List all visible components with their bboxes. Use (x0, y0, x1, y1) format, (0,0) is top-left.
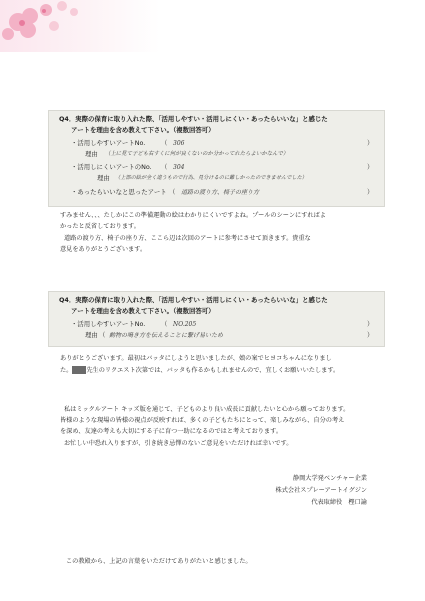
question-line-2: アートを理由を含め教えて下さい。（複数回答可） (71, 126, 215, 134)
signature-organization: 静岡大学発ベンチャー企業 (292, 475, 367, 482)
easy-reason-label: 理由 (85, 150, 98, 158)
signature-representative: 代表取締役 樫口諭 (311, 499, 367, 506)
message-line-3: を深め、友達の考えも大切にする子に育つ一助になるのではと考えております。 (60, 428, 283, 435)
easy-art-label: ・活用しやすいアートNo. (71, 320, 146, 328)
easy-reason-value: （上に見て子ども右すくに何が良くないのか分かってれたらよいかなんで） (105, 151, 289, 157)
footer-note: この教殿から、上記の言葉をいただけてありがたいと感じました。 (66, 558, 252, 565)
hard-reason-value: （上部の絵が全く違うもので行為、見分けるのに難しかったのできませんでした） (115, 175, 307, 181)
wish-art-label: ・あったらいいなと思ったアート (71, 188, 167, 196)
reply-1-line-3: 道路の渡り方、椅子の座り方、ここら辺は次回のアートに参考にさせて頂きます。貴重な (64, 235, 311, 242)
reply-1-line-4: 意見をありがとうございます。 (60, 246, 147, 253)
hard-reason-label: 理由 (97, 174, 110, 182)
easy-art-open-paren: （ (161, 139, 168, 147)
reply-2-line-2: た。 先生のリクエスト次第では、バッタも作るかもしれませんので、宜しくお願いいたします。 (60, 367, 340, 374)
wish-art-value: 道路の渡り方、椅子の座り方 (181, 189, 260, 196)
easy-art-value: 306 (173, 140, 185, 147)
message-line-2: 皆様のような現場の皆様の視点が反映すれば、多くの子どもたちにとって、楽しみながら、自分の考え (60, 417, 345, 424)
hard-art-value: 304 (173, 164, 185, 171)
question-line-1: Q4．実際の保育に取り入れた際、「活用しやすい・活用しにくい・あったらいいな」と感じた (59, 115, 328, 123)
easy-reason-label: 理由 (85, 331, 98, 339)
cherry-blossom-decoration (0, 0, 160, 52)
reply-1-line-1: すみません、、、たしかにこの準備運動の絵はわかりにくいですよね。プールのシーンにすればよ (60, 212, 326, 219)
questionnaire-scan-2: Q4．実際の保育に取り入れた際、「活用しやすい・活用しにくい・あったらいいな」と感じた アートを理由を含め教えて下さい。（複数回答可） ・活用しやすいアートNo. （ NO.205 ） 理由 （ 動物の鳴き方を伝えることに繋げ易いため ） (48, 291, 385, 347)
easy-art-label: ・活用しやすいアートNo. (71, 139, 146, 147)
hard-art-label: ・活用しにくいアートのNo. (71, 163, 152, 171)
question-line-2: アートを理由を含め教えて下さい。（複数回答可） (71, 307, 215, 315)
message-line-4: お忙しい中恐れ入りますが、引き続き忌憚のないご意見をいただければ幸いです。 (64, 440, 293, 447)
blossom-icon (0, 0, 120, 52)
question-line-1: Q4．実際の保育に取り入れた際、「活用しやすい・活用しにくい・あったらいいな」と感じた (59, 296, 328, 304)
signature-company: 株式会社スプレーアートイグジン (275, 487, 367, 494)
redacted-name-block (72, 366, 86, 374)
reply-1-line-2: かったと反省しております。 (60, 223, 140, 230)
easy-art-value: NO.205 (173, 321, 197, 328)
reply-2-line-1: ありがとうございます。最初はバッタにしようと思いましたが、娘の案でヒヨコちゃんになりまし (60, 355, 332, 362)
questionnaire-scan-1: Q4．実際の保育に取り入れた際、「活用しやすい・活用しにくい・あったらいいな」と感じた アートを理由を含め教えて下さい。（複数回答可） ・活用しやすいアートNo. （ 306 ） 理由 （上に見て子ども右すくに何が良くないのか分かってれたらよいかなんで） ・活用しにくいアートのNo. （ 304 ） 理由 （上部の絵が全く違うもので行為、見分けるのに難しかったのできませんでした） ・あったらいいなと思ったアート （ 道路の渡り方、椅子の座り方 ） (48, 110, 385, 207)
easy-reason-value: 動物の鳴き方を伝えることに繋げ易いため (109, 332, 224, 339)
easy-art-close-paren: ） (367, 139, 374, 147)
message-line-1: 私はミックルアート キッズ版を通じて、子どものより良い成長に貢献したいと心から願っております。 (64, 406, 350, 413)
